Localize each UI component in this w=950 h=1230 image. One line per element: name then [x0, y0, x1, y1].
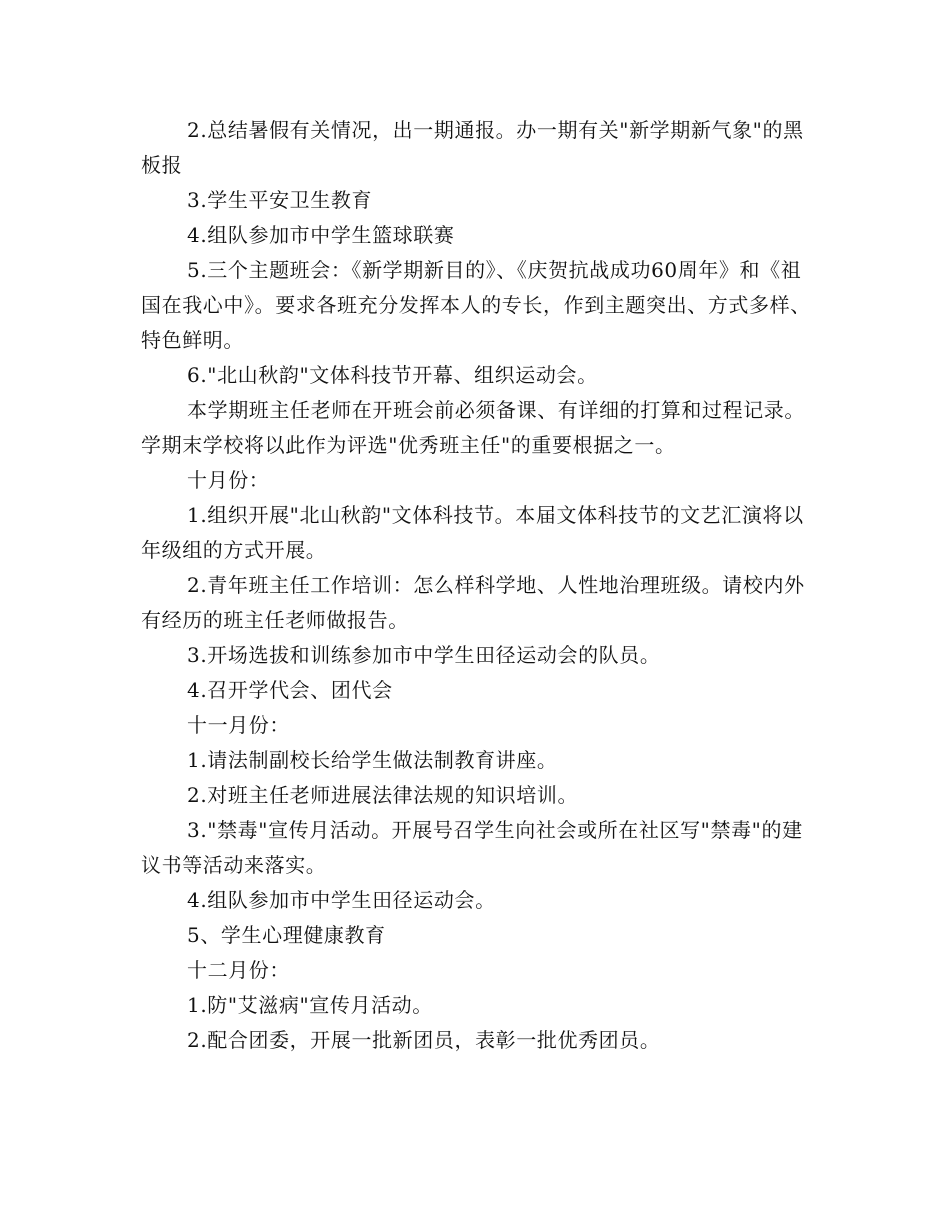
document-body [141, 113, 821, 1058]
section-heading: 十一月份： [187, 713, 290, 737]
paragraph: 4.召开学代会、团代会 [187, 678, 393, 702]
paragraph: 2.对班主任老师进展法律法规的知识培训。 [187, 783, 579, 807]
paragraph: 2.配合团委，开展一批新团员，表彰一批优秀团员。 [187, 1028, 661, 1052]
paragraph: 5.三个主题班会：《新学期新目的》、《庆贺抗战成功60周年》和《祖国在我心中》。要求各班充分发挥本人的专长，作到主题突出、方式多样、特色鲜明。 [141, 258, 811, 352]
paragraph: 5、学生心理健康教育 [187, 923, 386, 947]
paragraph: 6."北山秋韵"文体科技节开幕、组织运动会。 [187, 363, 598, 387]
paragraph: 4.组队参加市中学生田径运动会。 [187, 888, 496, 912]
section-heading: 十月份： [187, 468, 270, 492]
paragraph: 3.学生平安卫生教育 [187, 188, 373, 212]
paragraph: 1.防"艾滋病"宣传月活动。 [187, 993, 433, 1017]
paragraph: 3."禁毒"宣传月活动。开展号召学生向社会或所在社区写"禁毒"的建议书等活动来落实。 [141, 818, 803, 877]
paragraph: 1.组织开展"北山秋韵"文体科技节。本届文体科技节的文艺汇演将以年级组的方式开展。 [141, 503, 804, 562]
section-heading: 十二月份： [187, 958, 290, 982]
paragraph: 2.青年班主任工作培训：怎么样科学地、人性地治理班级。请校内外有经历的班主任老师做报告。 [141, 573, 805, 632]
paragraph: 2.总结暑假有关情况，出一期通报。办一期有关"新学期新气象"的黑板报 [141, 118, 804, 177]
paragraph: 3.开场选拔和训练参加市中学生田径运动会的队员。 [187, 643, 661, 667]
paragraph: 本学期班主任老师在开班会前必须备课、有详细的打算和过程记录。学期末学校将以此作为评选"优秀班主任"的重要根据之一。 [141, 398, 805, 457]
paragraph: 4.组队参加市中学生篮球联赛 [187, 223, 455, 247]
paragraph: 1.请法制副校长给学生做法制教育讲座。 [187, 748, 558, 772]
